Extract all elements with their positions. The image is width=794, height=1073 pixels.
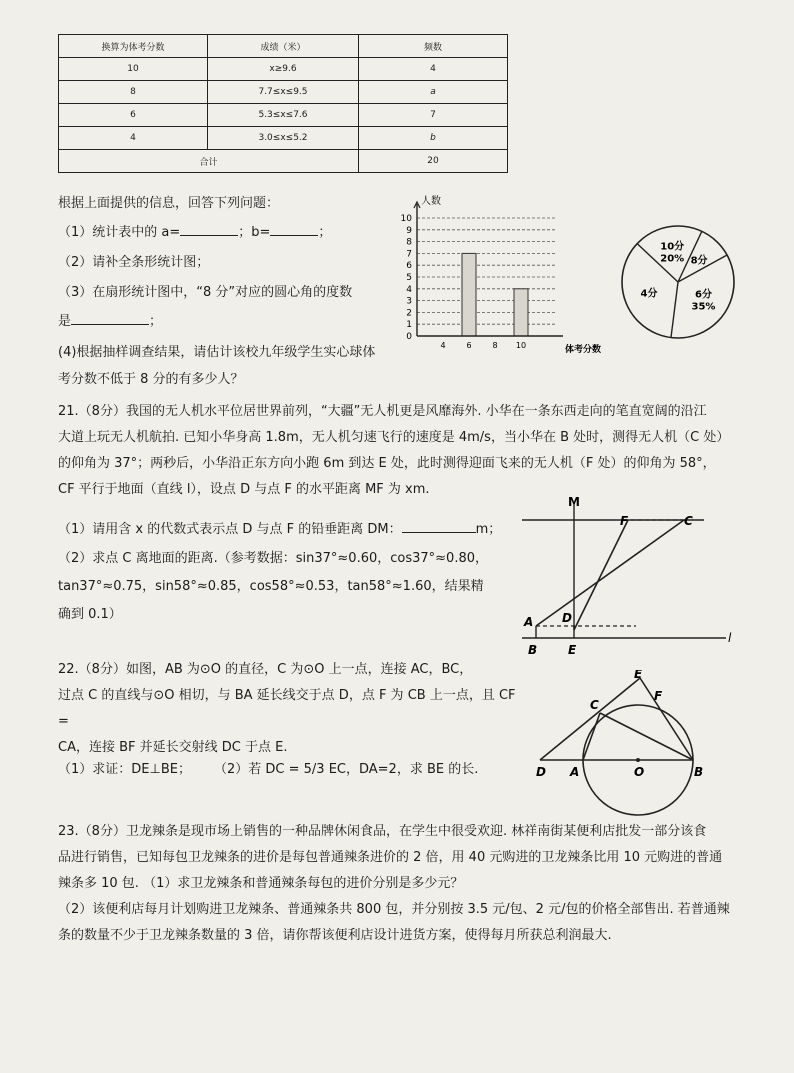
y-tick-label: 4 xyxy=(406,284,412,295)
table-header: 换算为体考分数 xyxy=(59,35,208,58)
q21-figure xyxy=(518,492,738,657)
bar-chart-ylabel: 人数 xyxy=(421,196,441,207)
answer-blank xyxy=(180,235,238,236)
y-tick-label: 5 xyxy=(406,273,412,283)
q21-line: 的仰角为 37°；两秒后，小华沿正东方向小跑 6m 到达 E 处，此时测得迎面飞来的无人机（F 处）的仰角为 58°， xyxy=(58,456,716,471)
table-cell: 4 xyxy=(59,127,208,150)
table-cell: 5.3≤x≤7.6 xyxy=(208,104,359,127)
table-row xyxy=(59,127,508,150)
table-cell: 3.0≤x≤5.2 xyxy=(208,127,359,150)
y-tick-label: 2 xyxy=(406,308,412,319)
label-c: C xyxy=(590,698,599,712)
score-table xyxy=(58,34,508,173)
center-dot xyxy=(636,758,640,762)
bar-chart-grid xyxy=(417,218,555,324)
q20-part1-end: ； xyxy=(318,225,332,240)
bar-chart xyxy=(395,188,620,358)
q21-sub1-end: m； xyxy=(475,522,502,537)
q21-sub2c: 确到 0.1） xyxy=(58,607,122,622)
q21-line: 21.（8分）我国的无人机水平位居世界前列，“大疆”无人机更是风靡海外. 小华在一条东西走向的笔直宽阔的沿江 xyxy=(58,404,707,419)
tangent-de xyxy=(540,678,640,760)
table-cell: 6 xyxy=(59,104,208,127)
bar xyxy=(514,289,528,336)
q21-line: 大道上玩无人机航拍. 已知小华身高 1.8m，无人机匀速飞行的速度是 4m/s，当小华在 B 处时，测得无人机（C 处） xyxy=(58,430,730,445)
label-d: D xyxy=(536,765,546,779)
y-tick-label: 7 xyxy=(406,249,412,260)
q21-sub2b: tan37°≈0.75，sin58°≈0.85，cos58°≈0.53，tan58°≈1.60，结果精 xyxy=(58,579,484,594)
q20-part1-text: （1）统计表中的 a= xyxy=(58,225,181,240)
table-cell: x≥9.6 xyxy=(208,58,359,81)
q22-line: CA，连接 BF 并延长交射线 DC 于点 E. xyxy=(58,740,288,755)
q20-part2: （2）请补全条形统计图； xyxy=(58,255,210,270)
q23-line: 23.（8分）卫龙辣条是现市场上销售的一种品牌休闲食品，在学生中很受欢迎. 林祥南街某便利店批发一部分该食 xyxy=(58,824,707,839)
q21-sub2a: （2）求点 C 离地面的距离.（参考数据：sin37°≈0.60，cos37°≈0.80， xyxy=(58,551,489,566)
table-cell: 7 xyxy=(359,104,508,127)
pie-slice-percent: 20% xyxy=(660,253,685,265)
table-cell: 10 xyxy=(59,58,208,81)
q22-line: 过点 C 的直线与⊙O 相切，与 BA 延长线交于点 D，点 F 为 CB 上一点，且 CF = xyxy=(58,688,516,729)
bar-chart-axes xyxy=(414,202,563,336)
table-total-row xyxy=(59,150,508,173)
label-d: D xyxy=(562,611,572,625)
q21-sub1-text: （1）请用含 x 的代数式表示点 D 与点 F 的铅垂距离 DM： xyxy=(58,522,402,537)
table-row xyxy=(59,104,508,127)
label-o: O xyxy=(634,765,645,779)
label-c: C xyxy=(684,514,693,528)
q22-line: 22.（8分）如图，AB 为⊙O 的直径，C 为⊙O 上一点，连接 AC，BC， xyxy=(58,662,473,677)
y-tick-label: 0 xyxy=(406,332,412,342)
q21-text xyxy=(58,399,734,503)
table-cell: 4 xyxy=(359,58,508,81)
q22-text xyxy=(58,657,528,761)
line-be xyxy=(640,678,693,760)
label-b: B xyxy=(694,765,704,779)
q20-part3b-text: 是 xyxy=(58,314,72,329)
pie-chart xyxy=(618,222,738,342)
pie-slice-label: 6分 xyxy=(694,289,712,301)
label-l: l xyxy=(728,631,732,645)
x-tick-label: 4 xyxy=(440,341,446,350)
y-tick-label: 9 xyxy=(406,225,412,236)
label-a: A xyxy=(524,615,534,629)
q23-text xyxy=(58,819,748,949)
chord-bc xyxy=(600,713,693,760)
q22-sub2: （2）若 DC = 5/3 EC，DA=2，求 BE 的长. xyxy=(214,762,479,777)
q23-line: 辣条多 10 包. （1）求卫龙辣条和普通辣条每包的进价分别是多少元？ xyxy=(58,876,464,891)
q21-line: CF 平行于地面（直线 l），设点 D 与点 F 的水平距离 MF 为 xm. xyxy=(58,482,430,497)
table-row xyxy=(59,58,508,81)
q20-part3b-end: ； xyxy=(149,314,163,329)
q23-line: 品进行销售，已知每包卫龙辣条的进价是每包普通辣条进价的 2 倍，用 40 元购进的卫龙辣条比用 10 元购进的普通 xyxy=(58,850,723,865)
q20-part3b xyxy=(58,310,162,329)
sight-line-ac xyxy=(536,520,684,626)
label-e: E xyxy=(634,670,643,681)
x-tick-label: 6 xyxy=(466,341,472,350)
table-header: 频数 xyxy=(359,35,508,58)
label-m: M xyxy=(568,495,580,509)
label-a: A xyxy=(570,765,580,779)
table-total-value: 20 xyxy=(359,150,508,173)
y-tick-label: 1 xyxy=(406,320,412,331)
table-header: 成绩（米） xyxy=(208,35,359,58)
answer-blank xyxy=(402,532,476,533)
q23-line: （2）该便利店每月计划购进卫龙辣条、普通辣条共 800 包，并分别按 3.5 元/包、2 元/包的价格全部售出. 若普通辣 xyxy=(58,902,730,917)
y-tick-label: 10 xyxy=(400,214,412,224)
pie-slice-label: 10分 xyxy=(660,241,685,253)
label-f: F xyxy=(654,689,663,703)
q21-sub1 xyxy=(58,518,501,537)
q20-part3a: （3）在扇形统计图中，“8 分”对应的圆心角的度数 xyxy=(58,285,353,300)
pie-slice-label: 4分 xyxy=(640,288,658,300)
table-cell: 8 xyxy=(59,81,208,104)
x-tick-label: 8 xyxy=(492,341,498,350)
q20-part1-mid: ；b= xyxy=(238,225,271,240)
label-e: E xyxy=(568,643,577,657)
q20-part4a: (4)根据抽样调查结果，请估计该校九年级学生实心球体 xyxy=(58,345,376,360)
q20-intro: 根据上面提供的信息，回答下列问题： xyxy=(58,196,280,211)
answer-blank xyxy=(71,324,149,325)
q20-part1 xyxy=(58,221,331,240)
label-f: F xyxy=(620,514,629,528)
pie-slice-label: 8分 xyxy=(690,255,708,267)
q22-sub1: （1）求证：DE⊥BE； xyxy=(58,762,191,777)
label-b: B xyxy=(528,643,538,657)
q23-line: 条的数量不少于卫龙辣条数量的 3 倍，请你帮该便利店设计进货方案，使得每月所获总利润最大. xyxy=(58,928,612,943)
pie-slice-percent: 35% xyxy=(691,301,716,313)
pie-slice-edge xyxy=(671,282,678,338)
bar xyxy=(462,253,476,336)
table-cell: b xyxy=(359,127,508,150)
q20-part4b: 考分数不低于 8 分的有多少人？ xyxy=(58,372,244,387)
y-tick-label: 8 xyxy=(406,237,412,248)
table-cell: 7.7≤x≤9.5 xyxy=(208,81,359,104)
table-cell: a xyxy=(359,81,508,104)
answer-blank xyxy=(270,235,318,236)
x-tick-label: 10 xyxy=(515,341,527,350)
sight-line-ef xyxy=(574,520,628,630)
chord-ac xyxy=(583,713,600,760)
y-tick-label: 6 xyxy=(406,261,412,272)
bar-chart-xlabel: 体考分数 xyxy=(565,345,602,355)
q22-figure xyxy=(530,670,745,820)
y-tick-label: 3 xyxy=(406,296,412,307)
table-total-label: 合计 xyxy=(59,150,359,173)
table-row xyxy=(59,81,508,104)
